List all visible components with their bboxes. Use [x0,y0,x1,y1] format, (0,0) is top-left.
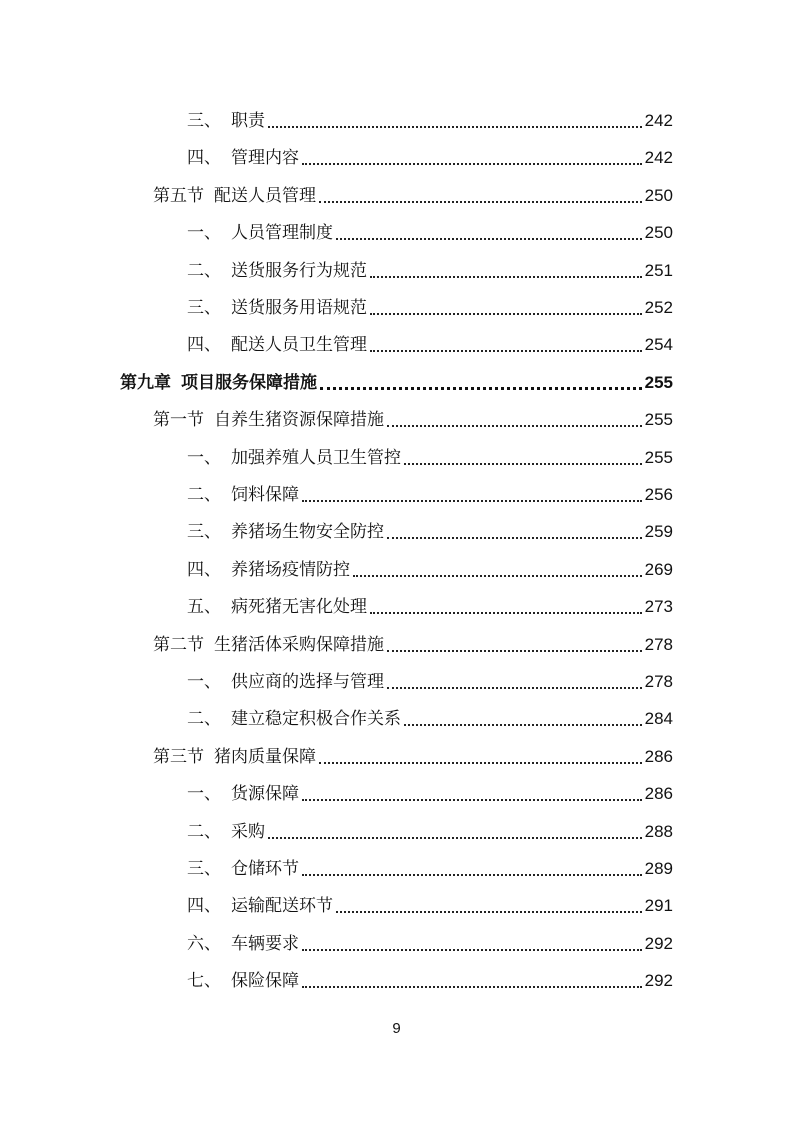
toc-subsection-entry [187,700,673,730]
toc-entry-title: 车辆要求 [231,933,299,954]
toc-dot-leader [268,825,642,839]
toc-entry-title: 自养生猪资源保障措施 [214,410,384,431]
toc-entry-title: 供应商的选择与管理 [231,672,384,692]
toc-entry-title: 猪肉质量保障 [214,746,316,767]
toc-entry-title: 运输配送环节 [231,896,333,917]
toc-dot-leader [302,937,642,951]
toc-entry-page: 269 [644,559,673,579]
toc-entry-number: 六、 [187,933,221,954]
toc-subsection-entry [187,663,673,693]
toc-entry-number: 四、 [187,148,221,169]
toc-subsection-entry [187,850,673,880]
toc-entry-page: 242 [644,148,673,168]
toc-dot-leader [387,675,642,689]
toc-dot-leader [319,189,642,203]
toc-entry-page: 242 [644,111,673,130]
toc-entry-page: 278 [644,634,673,654]
toc-subsection-entry [187,813,673,843]
toc-dot-leader [302,787,642,801]
toc-entry-page: 255 [644,410,673,430]
toc-subsection-entry [187,102,673,132]
toc-subsection-entry [187,887,673,917]
toc-entry-title: 建立稳定积极合作关系 [231,709,401,730]
toc-entry-title: 保险保障 [231,971,299,992]
toc-entry-number: 第九章 [120,372,171,393]
toc-subsection-entry [187,551,673,581]
toc-section-entry [153,177,673,207]
toc-entry-title: 人员管理制度 [231,223,333,244]
toc-entry-number: 三、 [187,859,221,879]
toc-entry-number: 二、 [187,821,221,842]
toc-entry-title: 生猪活体采购保障措施 [214,634,384,655]
toc-entry-title: 病死猪无害化处理 [231,597,367,618]
toc-entry-page: 292 [644,971,673,991]
toc-entry-page: 251 [644,260,673,280]
toc-entry-page: 255 [644,447,673,467]
toc-entry-page: 259 [644,522,673,542]
toc-subsection-entry [187,588,673,618]
toc-dot-leader [370,301,642,315]
toc-subsection-entry [187,513,673,543]
toc-entry-title: 配送人员管理 [214,185,316,206]
toc-entry-title: 配送人员卫生管理 [231,335,367,356]
toc-dot-leader [302,862,642,876]
toc-dot-leader [268,114,642,128]
toc-entry-page: 291 [644,896,673,916]
toc-subsection-entry [187,925,673,955]
toc-dot-leader [370,264,642,278]
toc-entry-number: 第二节 [153,634,204,655]
toc-section-entry [153,626,673,656]
toc-dot-leader [370,338,642,352]
toc-entry-page: 256 [644,485,673,504]
toc-entry-number: 四、 [187,896,221,917]
toc-dot-leader [302,488,642,502]
toc-entry-title: 项目服务保障措施 [181,372,317,393]
toc-entry-number: 一、 [187,784,221,805]
toc-entry-page: 286 [644,784,673,804]
toc-subsection-entry [187,775,673,805]
toc-subsection-entry [187,439,673,469]
toc-dot-leader [336,226,642,240]
toc-entry-number: 第一节 [153,410,204,431]
toc-dot-leader [404,451,642,465]
toc-entry-page: 254 [644,335,673,355]
toc-dot-leader [336,899,642,913]
toc-dot-leader [320,376,642,390]
page-number: 9 [392,1020,401,1037]
toc-entry-title: 职责 [231,111,265,131]
toc-dot-leader [370,600,642,614]
toc-entry-page: 284 [644,709,673,729]
toc-entry-number: 三、 [187,298,221,318]
toc-entry-page: 250 [644,223,673,243]
toc-entry-number: 第三节 [153,746,204,767]
toc-subsection-entry [187,214,673,244]
toc-subsection-entry [187,289,673,319]
toc-entry-title: 送货服务行为规范 [231,260,367,281]
toc-entry-page: 278 [644,672,673,691]
toc-entry-number: 五、 [187,597,221,618]
toc-subsection-entry [187,252,673,282]
toc-entry-number: 四、 [187,559,221,580]
toc-subsection-entry [187,962,673,992]
toc-subsection-entry [187,139,673,169]
toc-entry-title: 货源保障 [231,784,299,805]
toc-subsection-entry [187,326,673,356]
toc-entry-number: 四、 [187,335,221,356]
toc-entry-number: 二、 [187,485,221,505]
toc-entry-number: 三、 [187,111,221,131]
toc-entry-title: 采购 [231,821,265,842]
toc-entry-title: 仓储环节 [231,859,299,879]
toc-entry-page: 286 [644,746,673,766]
toc-entry-number: 二、 [187,260,221,281]
toc-entry-number: 二、 [187,709,221,730]
toc-entry-number: 一、 [187,672,221,692]
toc-dot-leader [404,712,642,726]
toc-entry-page: 250 [644,185,673,205]
toc-entry-number: 七、 [187,971,221,992]
toc-entry-page: 288 [644,821,673,841]
toc-dot-leader [302,151,642,165]
toc-dot-leader [319,750,642,764]
toc-entry-page: 273 [644,597,673,617]
toc-section-entry [153,401,673,431]
toc-entry-title: 饲料保障 [231,485,299,505]
toc-entry-page: 292 [644,933,673,953]
toc-section-entry [153,738,673,768]
toc-entry-number: 一、 [187,447,221,468]
toc-dot-leader [387,638,642,652]
toc-chapter-entry [120,364,673,394]
toc-dot-leader [353,563,642,577]
toc-entry-title: 管理内容 [231,148,299,169]
toc-entry-number: 三、 [187,522,221,543]
toc-dot-leader [302,974,642,988]
toc-dot-leader [387,525,642,539]
toc-subsection-entry [187,476,673,506]
toc-entry-number: 第五节 [153,185,204,206]
toc-entry-page: 252 [644,298,673,317]
toc-entry-page: 289 [644,859,673,878]
toc-entry-title: 养猪场生物安全防控 [231,522,384,543]
toc-entry-title: 送货服务用语规范 [231,298,367,318]
toc-entry-number: 一、 [187,223,221,244]
toc-entry-title: 加强养殖人员卫生管控 [231,447,401,468]
toc-entry-title: 养猪场疫情防控 [231,559,350,580]
toc-dot-leader [387,413,642,427]
toc-entry-page: 255 [644,372,673,392]
